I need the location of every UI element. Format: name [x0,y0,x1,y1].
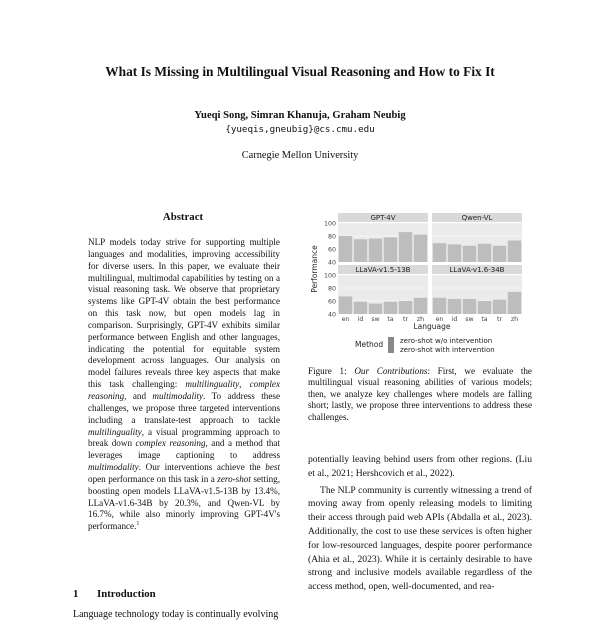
bar-gpt-4v-en [339,236,353,262]
right-column-body [308,453,532,594]
abstract-text-segment: complex reasoning [88,379,280,401]
bar-qwen-vl-ta [478,244,492,262]
bar-gpt-4v-sw [369,239,383,262]
author-emails: {yueqis,gneubig}@cs.cmu.edu [225,124,375,135]
caption-title: Our Contributions [354,366,428,376]
x-tick-label: en [341,316,350,323]
abstract-text-segment: multimodality [152,390,204,401]
legend-key-without-intervention [388,337,394,353]
abstract-text-segment: , a visual programming approach to break down [88,426,280,449]
bar-qwen-vl-zh [508,241,522,262]
bar-gpt-4v-tr [399,232,413,262]
legend-title: Method [355,340,384,349]
abstract-heading: Abstract [162,211,204,223]
facet-title: Qwen-VL [461,214,493,222]
x-tick-label: ta [387,316,394,323]
affiliation: Carnegie Mellon University [241,150,359,161]
y-tick-label: 40 [327,259,336,267]
introduction-first-line: Language technology today is continually evolving [73,609,279,620]
figure-1-chart [308,213,530,361]
bar-llava-v1.6-34b-ta [478,301,492,314]
paper-title: What Is Missing in Multilingual Visual Reasoning and How to Fix It [105,64,495,79]
x-tick-label: sw [465,316,474,323]
y-tick-label: 80 [327,233,336,241]
bar-llava-v1.6-34b-tr [493,300,507,314]
bar-gpt-4v-ta [384,237,398,262]
bar-gpt-4v-id [354,239,368,262]
footnote-marker[interactable]: 1 [136,521,140,528]
y-tick-label: 80 [327,285,336,293]
y-tick-label: 60 [327,298,336,306]
abstract-text-segment: best [265,462,280,473]
x-tick-label: tr [402,316,409,323]
caption-prefix: Figure 1: [308,366,355,376]
bar-qwen-vl-sw [463,246,477,262]
legend-label: zero-shot with intervention [400,346,495,354]
x-tick-label: zh [416,316,425,323]
continued-paragraph: potentially leaving behind users from other regions. (Liu et al., 2021; Hershcovich et al., 2022). [308,454,532,479]
bar-qwen-vl-en [433,243,447,262]
bar-llava-v1.6-34b-zh [508,292,522,314]
abstract-text-segment: . To address these challenges, we propose three targeted interventions including a translate-test approach to tackle [88,390,280,425]
x-tick-label: zh [510,316,519,323]
abstract-text-segment: multimodality [88,462,139,473]
caption-text: : First, we evaluate the multilingual visual reasoning abilities of various models; then, we analyze key challenges where models are falling short; lastly, we propose three interventions to address these challenges. [308,366,532,422]
x-tick-label: id [357,316,364,323]
abstract-text-segment: setting, boosting open models LLaVA-v1.5-13B by 13.4%, LLaVA-v1.6-34B by 20.3%, and Qwen-VL by 16.7%, while also minorly improving GPT-4V's performance. [88,473,280,532]
bar-llava-v1.6-34b-id [448,299,462,314]
x-tick-label: sw [371,316,380,323]
paper-authors: Yueqi Song, Simran Khanuja, Graham Neubig [194,110,406,121]
bar-llava-v1.5-13b-tr [399,301,413,314]
y-tick-label: 40 [327,311,336,319]
abstract-text-segment: , and a method that leverages image captioning to address [88,438,281,461]
bar-gpt-4v-zh [414,235,428,262]
section-number: 1 [73,588,79,600]
bar-qwen-vl-tr [493,246,507,262]
bar-llava-v1.5-13b-id [354,302,368,314]
section-title: Introduction [97,588,156,600]
abstract-text-segment: multilinguality [185,379,240,390]
bar-llava-v1.5-13b-sw [369,304,383,314]
abstract-text-segment: multilinguality [88,426,142,437]
x-tick-label: tr [496,316,503,323]
abstract-text-segment: open performance on this task in a [88,473,218,484]
abstract-text-segment: , [239,379,250,390]
bar-qwen-vl-id [448,244,462,262]
abstract-text-segment: , and [124,390,153,401]
legend-label: zero-shot w/o intervention [400,337,493,345]
figure-caption [308,366,532,423]
bar-llava-v1.5-13b-en [339,296,353,314]
abstract-text-segment: zero-shot [217,473,251,484]
abstract-text-segment: complex reasoning [135,438,206,449]
bar-llava-v1.5-13b-ta [384,302,398,314]
facet-title: LLaVA-v1.6-34B [449,266,505,274]
abstract-text-segment: . Our interventions achieve the [138,462,266,473]
y-tick-label: 100 [323,220,336,228]
x-tick-label: id [451,316,458,323]
bar-llava-v1.6-34b-sw [463,299,477,314]
abstract-text-segment: NLP models today strive for supporting multiple languages and modalities, improving accessibility for diverse users. In this paper, we evaluate their multilingual, multimodal capabilities by testing on a visual reasoning task. We observe that proprietary systems like GPT-4V obtain the best performance on this task now, but open models lag in comparison. Surprisingly, GPT-4V exhibits similar performance between English and other languages, indicating the potential for equitable system development across languages. Our analysis on model failures reveals three key aspects that make this task challenging: [88,237,280,390]
y-axis-title: Performance [310,245,319,293]
y-tick-label: 60 [327,246,336,254]
bar-llava-v1.6-34b-en [433,298,447,314]
x-tick-label: en [435,316,444,323]
facet-title: LLaVA-v1.5-13B [355,266,411,274]
paragraph: The NLP community is currently witnessing a trend of moving away from openly releasing models to limiting their access through paid web APIs (Abdalla et al., 2023). Additionally, the cost to use these services is often higher for low-resourced languages, despite poorer performance (Ahia et al., 2023). While it is certainly desirable to have strong and inclusive models available regardless of the access method, open, well-documented, and rea- [308,484,532,593]
y-tick-label: 100 [323,272,336,280]
x-tick-label: ta [481,316,488,323]
abstract-body [88,237,280,533]
x-axis-title: Language [413,322,451,331]
facet-title: GPT-4V [370,214,396,222]
section-heading-introduction [73,588,156,600]
bar-llava-v1.5-13b-zh [414,298,428,314]
